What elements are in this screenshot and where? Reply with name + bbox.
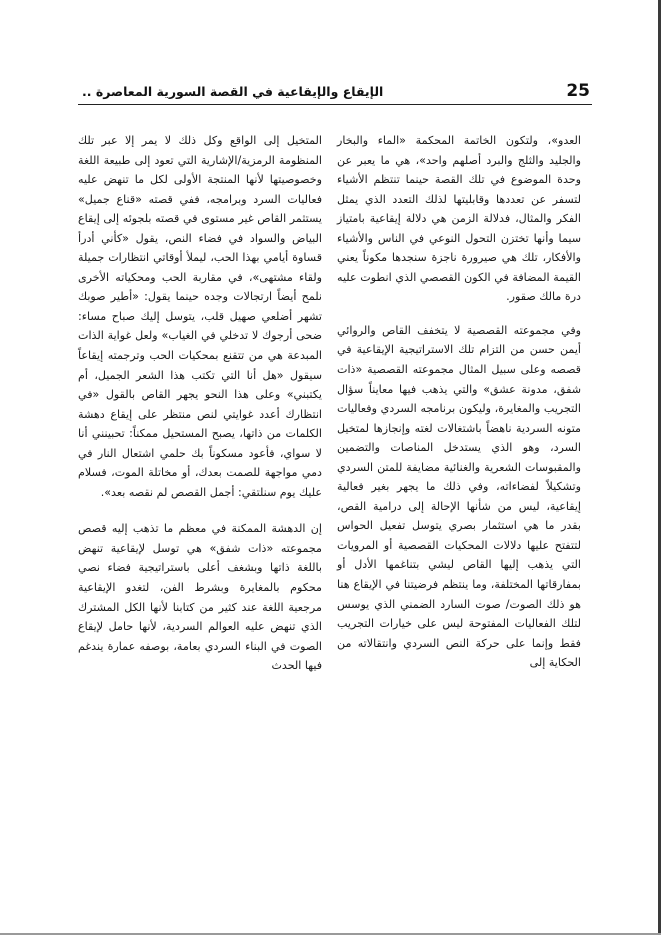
text-column-right bbox=[337, 131, 581, 673]
page-header bbox=[82, 76, 590, 102]
running-title: الإيقاع والإيقاعية في القصة السورية المعاصرة .. bbox=[82, 84, 384, 99]
page-number: 25 bbox=[566, 81, 590, 101]
text-column-left bbox=[78, 131, 322, 676]
paragraph: وفي مجموعته القصصية لا يتخفف القاص والروائي أيمن حسن من التزام تلك الاستراتيجية الإيقاعية في قصصه وعلى سبيل المثال مجموعته القصصية «ذات شفق، مدونة عشق» والتي يذهب فيها معايناً سؤال التجريب والمغايرة، وليكون برنامجه السردي وفعاليات متونه السردية ناهضاً باشتغالات لغته وإنجازها لمتخيل السرد، وهو الذي يستدخل المناصات والتضمين والمقبوسات الشعرية والغنائية مضايفة للمتن السردي وتشكيلاً لفضاءاته، وفي ذلك ما يجهر بغير فعالية إيقاعية، ليس من شأنها الإحالة إلى درامية القص، بقدر ما هي استثمار بصري يتوسل تفعيل الحواس لتتفتح عليها دلالات المحكيات القصصية أو المرويات التي يذهب إليها القاص ليشي بتناغمها الأدل أو بمفارقاتها المختلفة، وما ينتظم فرضيتنا في الإيقاع هنا هو ذلك الصوت/ صوت السارد الضمني الذي يوسس لتلك الفعاليات المفتوحة ليس على خيارات التجريب فقط وإنما على حركة النص السردي وانتقالاته من الحكاية إلى bbox=[337, 323, 581, 670]
paragraph: المتخيل إلى الواقع وكل ذلك لا يمر إلا عبر تلك المنظومة الرمزية/الإشارية التي تعود إلى طبيعة اللغة وخصوصيتها لأنها المنتجة الأولى لكل ما تنهض عليه فعاليات السرد وبرامجه، ففي قصته «قناع جميل» يستثمر القاص غير مستوى في قصته بلجوئه إلى إيقاع البياض والسواد في فضاء النص، يقول «كأني أدرأ قساوة أيامي بهذا الحب، ليملأ أوقاتي انتظارات جميلة ولقاء مشتهى»، في مقاربة الحب ومحكياته الأخرى نلمح أيضاً ارتجالات وجده حينما يقول: «أطير صوبك تشهر أضلعي صهيل قلب، يتوسل إليك صباح مساء: ضحى أرجوك لا تدخلي في الغياب» ولعل غواية الذات المبدعة هي من تتقنع بمحكيات الحب وترجمته إيقاعاً سيقول «هل أنا التي تكتب هذا الشعر الجميل، أم يكتبني» وعلى هذا النحو يجهر القاص بالقول «في انتظارك أعدد غوايتي لنص منتظر على إيقاع دهشة الكلمات من ذاتها، يصبح المستحيل ممكناً: تحبينني أنا لا سواي، فأعود مسكوناً بك حلمي اشتعال النار في دمي مواجهة للصمت بعدك، أو مخاتلة الموت، فسلام عليك يوم سنلتقي: أجمل القصص لم نقصه بعد». bbox=[78, 134, 322, 499]
paragraph: إن الدهشة الممكنة في معظم ما تذهب إليه قصص مجموعته «ذات شفق» هي توسل لإيقاعية تنهض باللغة ذاتها وبشغف أعلى باستراتيجية فضاء نصي محكوم بالمغايرة وبشرط الفن، لتغدو الإيقاعية مرجعية اللغة عند كثير من كتابنا لأنها الكل المشترك الذي تنهض عليه العوالم السردية، لأنها حامل لإيقاع الصوت في البناء السردي بعامة، بوصفه عمارة يندغم فيها الحدث bbox=[78, 522, 322, 673]
paragraph: العدو»، ولتكون الخاتمة المحكمة «الماء والبخار والجليد والثلج والبرد أصلهم واحد»، هي ما يعبر عن وحدة الموضوع في تلك القصة حينما تنتظم الأشياء لتسفر عن تعددها وقابليتها لذلك التعدد الذي يمثل الفكر والمثال، فدلالة الزمن هي دلالة إيقاعية بامتياز سيما وأنها تختزن التحول النوعي في الناس والأشياء والأفكار، تلك هي صيرورة ناجزة سنجدها مكوناً يعني القيمة المضافة في الكون القصصي الذي انطوت عليه درة مالك صقور. bbox=[337, 134, 581, 304]
header-divider bbox=[78, 104, 592, 105]
